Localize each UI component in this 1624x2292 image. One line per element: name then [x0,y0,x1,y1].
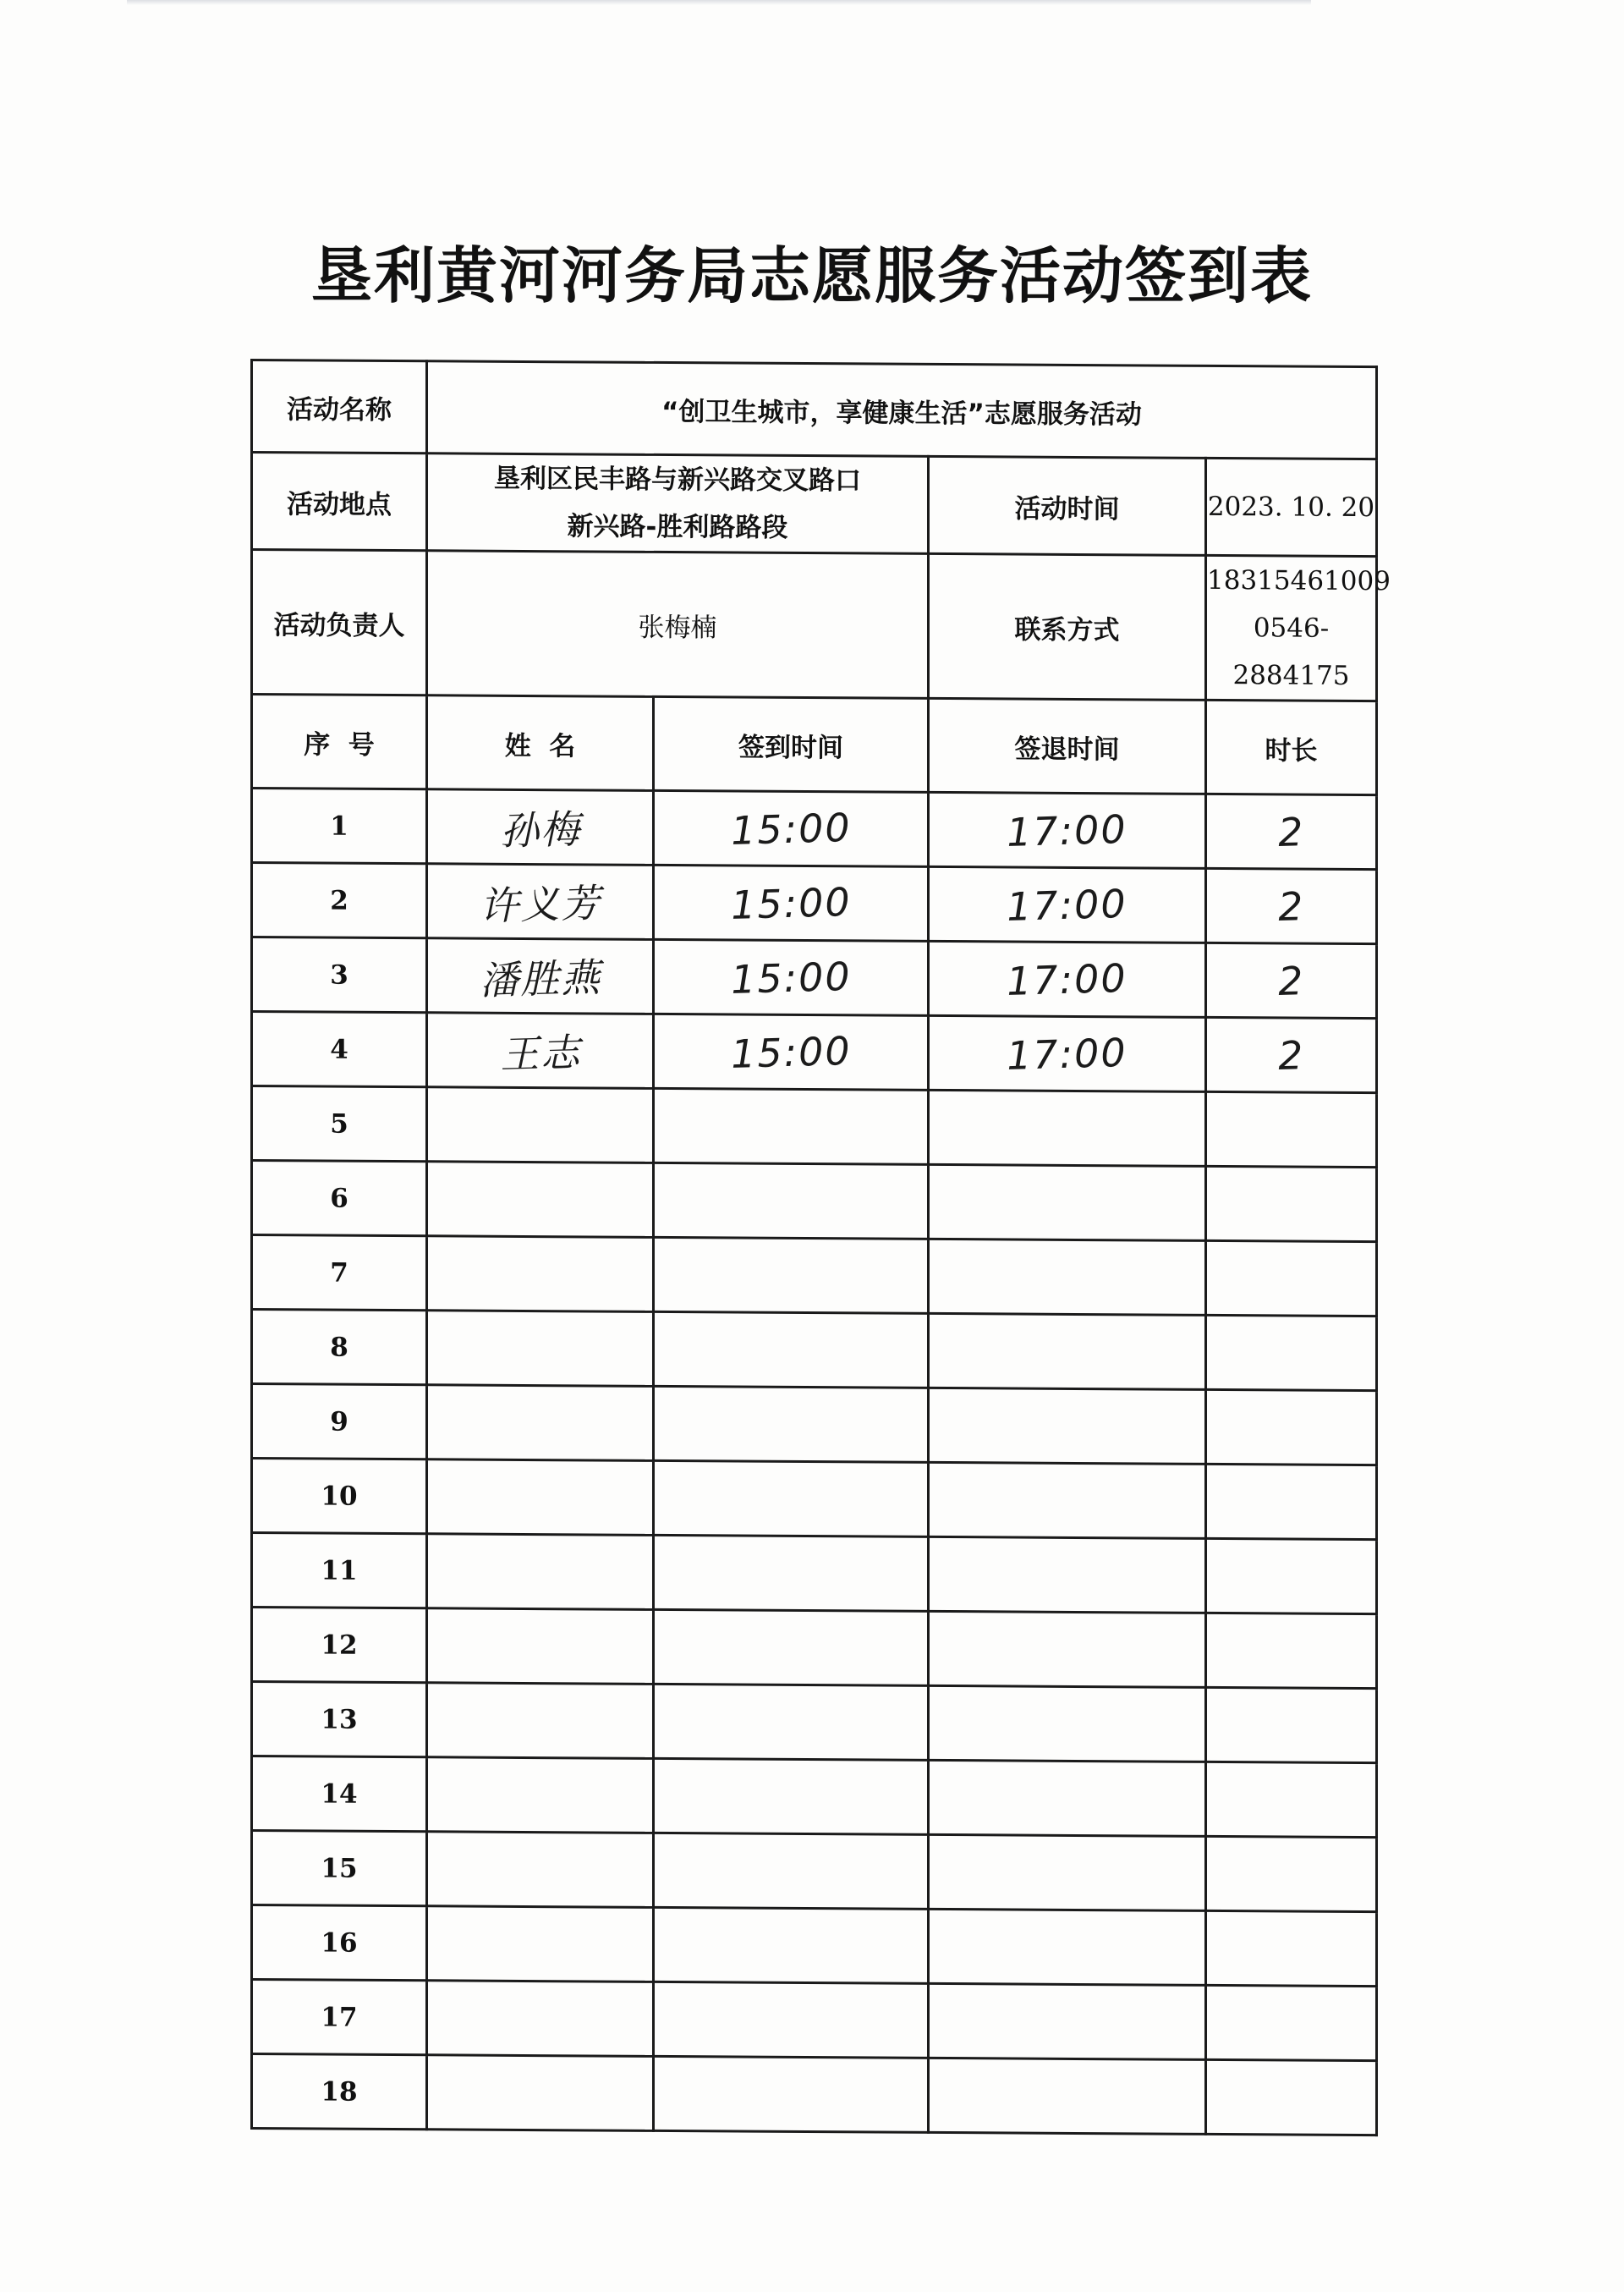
signature-name-cell [427,1385,654,1461]
sign-in-time-cell [654,1758,929,1834]
duration-hours-cell [1206,1166,1377,1241]
sign-in-time-cell [654,1535,929,1611]
activity-leader-value: 张梅楠 [427,551,929,699]
sign-in-time-cell [654,1088,929,1164]
table-row [252,1161,1377,1242]
signature-name: 王志 [498,1029,582,1077]
sign-out-time-cell [929,1388,1206,1464]
duration-hours-cell [1206,1389,1377,1465]
sign-in-time-cell [654,1684,929,1760]
column-header-seq: 序 号 [252,695,427,789]
column-header-name: 姓 名 [427,695,654,791]
duration-hours-cell [1206,1985,1377,2060]
sign-in-time-cell [654,865,929,941]
sign-out-time-cell [929,1536,1206,1613]
sign-out-time-cell [929,1611,1206,1687]
duration-hours-cell [1206,1910,1377,1986]
sign-out-time-cell [929,1760,1206,1836]
sign-out-time: 17:00 [1006,805,1128,855]
duration-hours-cell [1206,1613,1377,1688]
duration-hours: 2 [1276,1031,1306,1079]
signature-name-cell [427,1236,654,1312]
signature-name: 潘胜燕 [478,954,602,1003]
signature-name-cell [427,864,654,940]
table-row [252,1310,1377,1391]
sign-out-time-cell [929,866,1206,943]
activity-name-value: “创卫生城市，享健康生活”志愿服务活动 [427,361,1377,459]
row-number-cell: 5 [252,1086,427,1162]
row-number-cell: 14 [252,1756,427,1832]
sign-out-time-cell [929,941,1206,1017]
table-row [252,863,1377,944]
duration-hours-cell [1206,1017,1377,1092]
signature-name: 孙梅 [498,805,582,854]
row-number-cell: 7 [252,1235,427,1311]
signature-name-cell [427,789,654,866]
table-row [252,1682,1377,1763]
duration-hours-cell [1206,2059,1377,2135]
sign-in-time-cell [654,1460,929,1536]
duration-hours-cell [1206,1687,1377,1762]
activity-name-row [252,360,1377,459]
signature-name: 许义芳 [478,879,602,929]
sign-in-time-cell [654,1014,929,1090]
sign-out-time: 17:00 [1006,1029,1128,1079]
sign-out-time-cell [929,1164,1206,1240]
table-row [252,1756,1377,1838]
sign-out-time-cell [929,1685,1206,1762]
row-number-cell: 1 [252,789,427,864]
activity-location-row [252,453,1377,557]
sign-in-time-cell [654,1609,929,1685]
sign-in-time-cell [654,1237,929,1313]
row-number-cell: 12 [252,1608,427,1683]
sign-in-time-cell [654,1162,929,1239]
row-number-cell: 8 [252,1310,427,1385]
duration-hours-cell [1206,1762,1377,1837]
phone-landline: 0546-2884175 [1232,613,1350,691]
table-row [252,1831,1377,1912]
sign-out-time-cell [929,1834,1206,1910]
row-number-cell: 10 [252,1459,427,1534]
sign-out-time-cell [929,1462,1206,1538]
location-line: 新兴路-胜利路路段 [567,511,788,543]
sign-in-time-cell [654,790,929,866]
column-header-duration: 时长 [1206,700,1377,794]
sign-in-time-cell [654,1311,929,1388]
sign-out-time-cell [929,1909,1206,1985]
table-row [252,789,1377,870]
sign-in-table [250,359,1391,2136]
row-number-cell: 13 [252,1682,427,1757]
activity-location-value [427,453,929,554]
row-number-cell: 4 [252,1012,427,1087]
activity-name-label: 活动名称 [252,360,427,453]
signature-name-cell [427,1608,654,1685]
table-row [252,1012,1377,1093]
signature-name-cell [427,1683,654,1759]
row-number-cell: 6 [252,1161,427,1236]
signature-name-cell [427,1459,654,1536]
signature-name-cell [427,1981,654,2057]
sign-in-time-cell [654,1907,929,1983]
table-row [252,2054,1377,2135]
row-number-cell: 9 [252,1384,427,1459]
duration-hours-cell [1206,1315,1377,1390]
row-number-cell: 15 [252,1831,427,1906]
signature-name-cell [427,1162,654,1238]
activity-leader-label: 活动负责人 [252,550,427,695]
table-row [252,1980,1377,2061]
column-header-row [252,695,1377,795]
duration-hours-cell [1206,1240,1377,1316]
table-row [252,1533,1377,1614]
sign-in-time: 15:00 [729,878,853,928]
activity-time-label: 活动时间 [929,456,1206,555]
duration-hours: 2 [1276,957,1306,1004]
location-line: 垦利区民丰路与新兴路交叉路口 [494,463,861,497]
duration-hours-cell [1206,1464,1377,1539]
signature-name-cell [427,1311,654,1387]
sign-in-time-cell [654,1981,929,2058]
duration-hours-cell [1206,1836,1377,1911]
duration-hours-cell [1206,868,1377,943]
sign-out-time-cell [929,1239,1206,1315]
page-title: 垦利黄河河务局志愿服务活动签到表 [310,240,1313,311]
sign-in-time: 15:00 [729,1027,853,1077]
sign-out-time-cell [929,792,1206,868]
sign-out-time-cell [929,1983,1206,2059]
row-number-cell: 17 [252,1980,427,2055]
table-row [252,1235,1377,1316]
signature-name-cell [427,2055,654,2131]
sign-out-time: 17:00 [1006,880,1128,930]
sign-out-time-cell [929,1313,1206,1389]
row-number-cell: 16 [252,1905,427,1981]
row-number-cell: 18 [252,2054,427,2130]
sign-in-time: 15:00 [729,953,853,1003]
sign-in-time-cell [654,939,929,1015]
sign-in-time-cell [654,1833,929,1909]
sign-out-time-cell [929,1090,1206,1166]
scan-edge [127,0,1311,5]
table-row [252,937,1377,1019]
sign-out-time-cell [929,2058,1206,2134]
signature-name-cell [427,1013,654,1089]
duration-hours-cell [1206,794,1377,869]
duration-hours-cell [1206,943,1377,1018]
table-row [252,1608,1377,1689]
table-row [252,1384,1377,1465]
table-row [252,1086,1377,1168]
column-header-sign-out: 签退时间 [929,698,1206,794]
row-number-cell: 11 [252,1533,427,1608]
signature-name-cell [427,1087,654,1163]
signature-name-cell [427,1534,654,1610]
sign-out-time-cell [929,1015,1206,1091]
duration-hours: 2 [1276,808,1306,855]
sign-in-time: 15:00 [729,804,853,854]
duration-hours: 2 [1276,882,1306,930]
duration-hours-cell [1206,1538,1377,1613]
sign-in-time-cell [654,1386,929,1462]
row-number-cell: 3 [252,937,427,1013]
column-header-sign-in: 签到时间 [654,696,929,792]
row-number-cell: 2 [252,863,427,938]
table-row [252,1905,1377,1987]
signature-name-cell [427,1757,654,1833]
duration-hours-cell [1206,1091,1377,1167]
sign-in-time-cell [654,2056,929,2132]
signature-name-cell [427,1832,654,1908]
contact-label: 联系方式 [929,553,1206,700]
activity-date-value: 2023. 10. 20 [1206,458,1377,556]
signature-name-cell [427,1906,654,1982]
activity-location-label: 活动地点 [252,453,427,551]
phone-mobile: 18315461009 [1207,564,1391,597]
signature-name-cell [427,938,654,1014]
table-row [252,1459,1377,1540]
sign-out-time: 17:00 [1006,954,1128,1004]
contact-value [1206,555,1391,701]
activity-leader-row [252,550,1377,701]
